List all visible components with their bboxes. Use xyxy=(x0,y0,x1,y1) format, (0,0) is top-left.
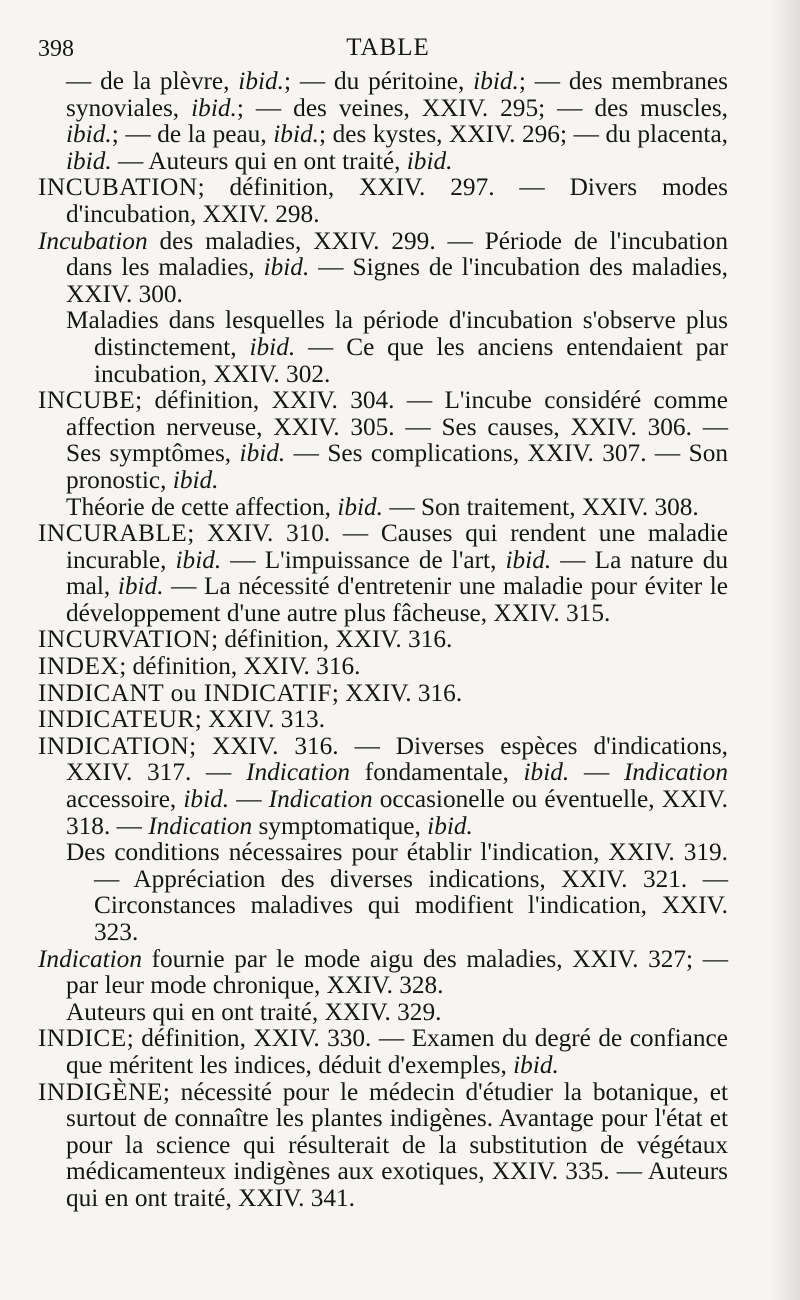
entry-headword: INDEX xyxy=(38,652,120,681)
index-entry xyxy=(38,946,728,999)
entry-headword: INCUBATION xyxy=(38,173,198,202)
index-entry xyxy=(38,1025,728,1078)
entry-text: ; définition, XXIV. 316. xyxy=(211,625,453,654)
index-subentry xyxy=(38,839,728,945)
entry-text: ; nécessité pour le médecin d'étudier la botanique, et surtout de connaître les plantes indigènes. Avantage pour l'état et pour la science qui résulterait de la substitution de végétaux médicamenteux indigènes aux exotiques, XXIV. 335. — Auteurs qui en ont traité, XXIV. 341. xyxy=(66,1077,728,1212)
entry-text: ; définition, XXIV. 316. xyxy=(119,652,361,681)
entry-text: fournie par le mode aigu des maladies, XXIV. 327; — par leur mode chronique, XXIV. 328. xyxy=(66,944,728,1000)
entry-headword-italic: Incubation xyxy=(38,226,148,255)
index-entries xyxy=(38,68,728,1212)
index-entry xyxy=(38,680,728,707)
entry-headword: INDICE xyxy=(38,1024,127,1053)
entry-text: Des conditions nécessaires pour établir l'indication, XXIV. 319. — Appréciation des diverses indications, XXIV. 321. — Circonstances maladives qui modifient l'indication, XXIV. 323. xyxy=(66,838,728,946)
entry-headword-italic: Indication xyxy=(38,944,142,973)
page-header xyxy=(36,32,740,64)
entry-text: — de la plèvre, ibid.; — du péritoine, ibid.; — des membranes synoviales, ibid.; — des veines, XXIV. 295; — des muscles, ibid.; — de la peau, ibid.; des kystes, XXIV. 296; — du placenta, ibid. — Auteurs qui en ont traité, ibid. xyxy=(66,67,729,175)
page-number: 398 xyxy=(38,36,74,62)
entry-text: ; XXIV. 313. xyxy=(194,705,326,734)
index-entry xyxy=(38,733,728,839)
entry-headword: INDIGÈNE xyxy=(38,1077,163,1106)
index-entry xyxy=(38,174,728,227)
index-entry xyxy=(38,1079,728,1212)
index-subentry xyxy=(38,307,728,387)
index-entry xyxy=(38,387,728,493)
entry-text: ; définition, XXIV. 304. — L'incube considéré comme affection nerveuse, XXIV. 305. — Ses causes, XXIV. 306. — Ses symptômes, ibid. — Ses complications, XXIV. 307. — Son pronostic, ibid. xyxy=(66,386,729,494)
entry-headword: INDICANT ou INDICATIF xyxy=(38,678,332,707)
index-entry xyxy=(38,228,728,308)
entry-headword: INDICATEUR xyxy=(38,705,195,734)
page-gutter-shadow xyxy=(770,0,800,1300)
entry-headword: INCURABLE xyxy=(38,519,188,548)
entry-text: Théorie de cette affection, ibid. — Son traitement, XXIV. 308. xyxy=(66,492,699,521)
entry-text: ; XXIV. 316. — Diverses espèces d'indications, XXIV. 317. — Indication fondamentale, ibid. — Indication accessoire, ibid. — Indication occasionelle ou éventuelle, XXIV. 318. — Indication symptomatique, ibid. xyxy=(66,731,728,840)
entry-text: Maladies dans lesquelles la période d'incubation s'observe plus distinctement, ibid. — Ce que les anciens entendaient par incubation, XXIV. 302. xyxy=(66,306,728,388)
entry-text: ; XXIV. 316. xyxy=(331,678,463,707)
index-entry xyxy=(38,626,728,653)
entry-text: Auteurs qui en ont traité, XXIV. 329. xyxy=(66,997,442,1026)
running-title: TABLE xyxy=(346,34,430,61)
index-entry xyxy=(38,653,728,680)
entry-headword: INDICATION xyxy=(38,731,190,760)
entry-headword: INCUBE xyxy=(38,386,136,415)
entry-headword: INCURVATION xyxy=(38,625,212,654)
index-subentry xyxy=(38,494,728,521)
entry-text: ; XXIV. 310. — Causes qui rendent une maladie incurable, ibid. — L'impuissance de l'art, ibid. — La nature du mal, ibid. — La nécessité d'entretenir une maladie pour éviter le développement d'une autre plus fâcheuse, XXIV. 315. xyxy=(66,519,728,627)
entry-text: ; définition, XXIV. 330. — Examen du degré de confiance que méritent les indices, déduit d'exemples, ibid. xyxy=(66,1024,728,1079)
index-entry xyxy=(38,520,728,626)
entry-text: ; définition, XXIV. 297. — Divers modes d'incubation, XXIV. 298. xyxy=(66,173,728,228)
entry-text: des maladies, XXIV. 299. — Période de l'incubation dans les maladies, ibid. — Signes de l'incubation des maladies, XXIV. 300. xyxy=(66,226,728,308)
index-entry xyxy=(38,706,728,733)
index-subentry xyxy=(38,999,728,1026)
index-entry-continuation xyxy=(38,68,728,174)
